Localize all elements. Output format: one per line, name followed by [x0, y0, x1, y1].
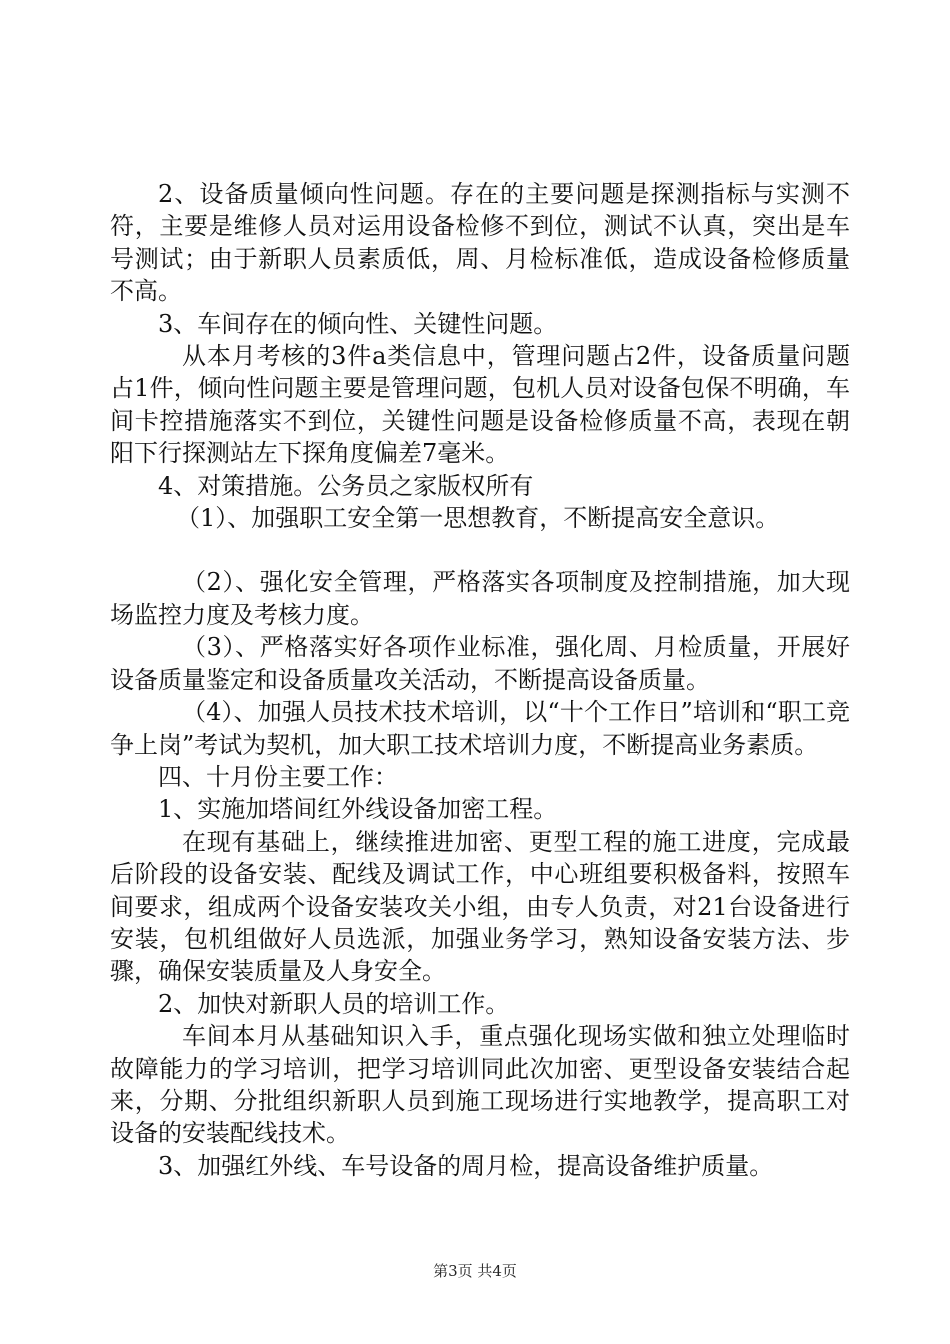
paragraph-workshop-issues-heading: 3、车间存在的倾向性、关键性问题。 — [158, 309, 558, 338]
paragraph-countermeasures-heading: 4、对策措施。公务员之家版权所有 — [158, 471, 534, 500]
section-heading-october-work: 四、十月份主要工作： — [158, 762, 398, 791]
page-number-footer: 第3页 共4页 — [433, 1262, 517, 1280]
paragraph-assessment-summary: 从本月考核的3件a类信息中，管理问题占2件，设备质量问题占1件，倾向性问题主要是管理问题，包机人员对设备包保不明确，车间卡控措施落实不到位，关键性问题是设备检修质量不高，表现在朝阳下行探测站左下探角度偏差7毫米。 — [110, 342, 850, 468]
paragraph-work-item-2-heading: 2、加快对新职人员的培训工作。 — [158, 989, 510, 1018]
paragraph-equipment-quality-issue: 2、设备质量倾向性问题。存在的主要问题是探测指标与实测不符，主要是维修人员对运用设备检修不到位，测试不认真，突出是车号测试；由于新职人员素质低，周、月检标准低，造成设备检修质量不高。 — [110, 180, 850, 306]
paragraph-work-item-1-detail: 在现有基础上，继续推进加密、更型工程的施工进度，完成最后阶段的设备安装、配线及调试工作，中心班组要积极备料，按照车间要求，组成两个设备安装攻关小组，由专人负责，对21台设备进行安装，包机组做好人员选派，加强业务学习，熟知设备安装方法、步骤，确保安装质量及人身安全。 — [110, 827, 850, 986]
paragraph-measure-1: （1）、加强职工安全第一思想教育，不断提高安全意识。 — [176, 504, 780, 533]
paragraph-work-item-3: 3、加强红外线、车号设备的周月检，提高设备维护质量。 — [158, 1151, 774, 1180]
paragraph-work-item-1-heading: 1、实施加塔间红外线设备加密工程。 — [158, 795, 558, 824]
paragraph-work-item-2-detail: 车间本月从基础知识入手，重点强化现场实做和独立处理临时故障能力的学习培训，把学习培训同此次加密、更型设备安装结合起来，分期、分批组织新职人员到施工现场进行实地教学，提高职工对设备的安装配线技术。 — [110, 1022, 850, 1148]
document-body — [110, 178, 850, 1182]
blank-line — [110, 534, 850, 566]
paragraph-measure-2: （2）、强化安全管理，严格落实各项制度及控制措施，加大现场监控力度及考核力度。 — [110, 568, 850, 629]
paragraph-measure-3: （3）、严格落实好各项作业标准，强化周、月检质量，开展好设备质量鉴定和设备质量攻关活动，不断提高设备质量。 — [110, 633, 850, 694]
paragraph-measure-4: （4）、加强人员技术技术培训，以“十个工作日”培训和“职工竞争上岗”考试为契机，加大职工技术培训力度，不断提高业务素质。 — [110, 698, 850, 759]
